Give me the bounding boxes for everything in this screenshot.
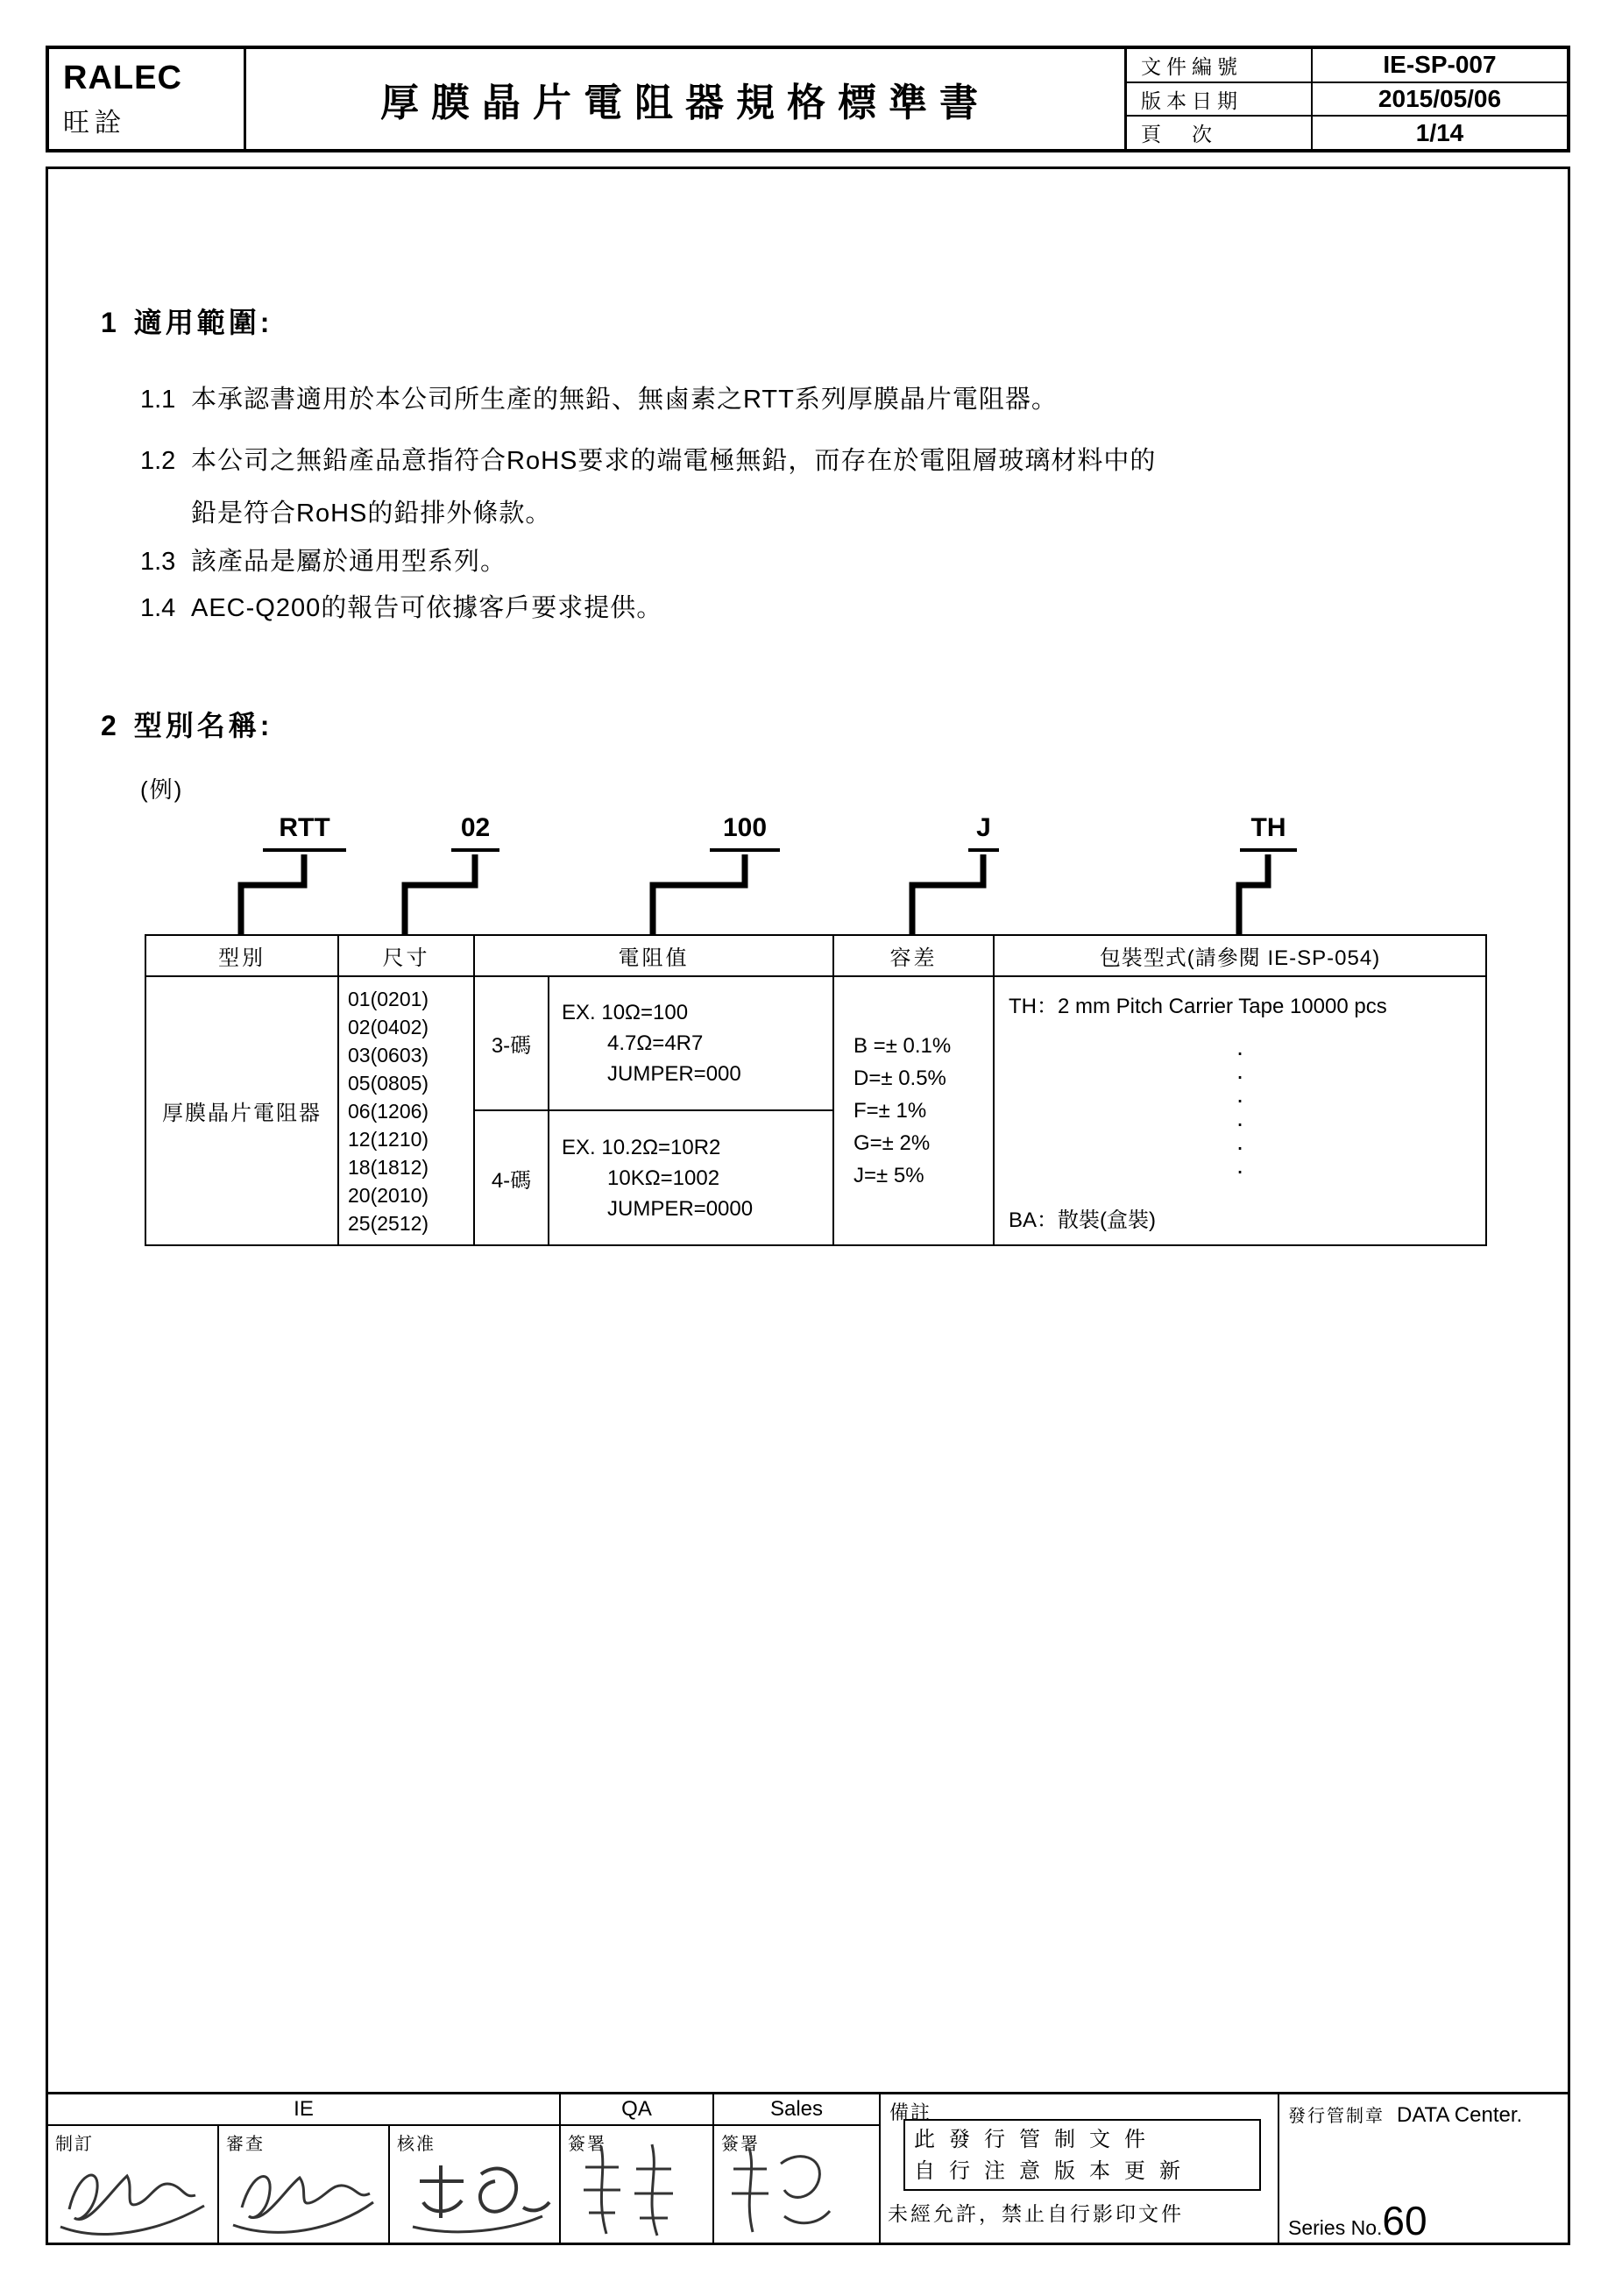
type-cell: 厚膜晶片電阻器 [145, 976, 338, 1245]
sales-signature [719, 2136, 860, 2243]
clause-number: 1.3 [140, 548, 176, 576]
clause-number: 1.2 [140, 447, 176, 475]
draft-signature-cell [48, 2126, 219, 2243]
remarks-label: 備註 [889, 2101, 932, 2123]
size-item: 20(2010) [348, 1183, 429, 1207]
header-resistance: 電阻值 [474, 935, 833, 976]
size-item: 03(0603) [348, 1043, 429, 1067]
dot: · [1236, 1132, 1244, 1160]
page-number-row [1127, 115, 1567, 149]
code-packing: TH [1240, 813, 1297, 852]
size-cell [338, 976, 474, 1245]
header-tolerance: 容差 [833, 935, 994, 976]
company-logo [49, 49, 246, 149]
doc-meta-table [1124, 49, 1567, 149]
clause-1-2 [140, 441, 1156, 477]
version-date-label: 版本日期 [1127, 83, 1313, 116]
res-3digit-label: 3-碼 [474, 976, 549, 1110]
packing-cell [994, 976, 1486, 1245]
doc-number-value: IE-SP-007 [1383, 51, 1497, 79]
example-line: EX. 10.2Ω=10R2 [562, 1135, 721, 1159]
part-number-table [145, 934, 1487, 1246]
example-label: (例) [140, 776, 184, 803]
header-type: 型別 [145, 935, 338, 976]
ellipsis-dots [1009, 1040, 1471, 1182]
clause-text: 本承認書適用於本公司所生產的無鉛、無鹵素之RTT系列厚膜晶片電阻器。 [191, 386, 1058, 414]
packing-ba: BA：散裝(盒裝) [1009, 1208, 1156, 1232]
draft-signature [53, 2146, 211, 2243]
page-number-value: 1/14 [1415, 118, 1464, 146]
series-number-label: Series No. [1288, 2216, 1383, 2239]
draft-label: 制訂 [55, 2135, 94, 2154]
code-resistance: 100 [710, 813, 780, 852]
review-signature [224, 2146, 382, 2243]
company-name-chinese: 旺詮 [63, 108, 126, 138]
code-connector-lines [48, 854, 1573, 934]
document-title: 厚膜晶片電阻器規格標準書 [380, 81, 990, 124]
clause-number: 1.1 [140, 386, 176, 414]
version-date-value: 2015/05/06 [1378, 85, 1502, 112]
tolerance-item: F=± 1% [853, 1099, 927, 1123]
header-table [46, 46, 1570, 152]
version-date-row [1127, 81, 1567, 116]
dot: · [1236, 1109, 1244, 1137]
clause-number: 1.4 [140, 594, 176, 622]
clause-text: 本公司之無鉛產品意指符合RoHS要求的端電極無鉛，而存在於電阻層玻璃材料中的 [191, 447, 1157, 475]
document-body [46, 167, 1570, 2245]
no-copy-notice: 未經允許，禁止自行影印文件 [888, 2202, 1184, 2225]
example-line: 4.7Ω=4R7 [607, 1031, 704, 1055]
packing-content [995, 978, 1485, 1244]
approve-label: 核准 [397, 2135, 436, 2154]
packing-th: TH：2 mm Pitch Carrier Tape 10000 pcs [1009, 995, 1387, 1018]
code-series: RTT [263, 813, 346, 852]
example-line: 10KΩ=1002 [607, 1166, 720, 1190]
table-header-row [145, 935, 1486, 976]
dot: · [1236, 1038, 1244, 1066]
remarks-cell [881, 2094, 1279, 2243]
review-label: 審查 [226, 2135, 265, 2154]
size-item: 01(0201) [348, 987, 429, 1010]
clause-1-3 [140, 542, 506, 578]
example-line: JUMPER=0000 [607, 1196, 754, 1221]
qa-signature [566, 2136, 698, 2243]
res-4digit-label: 4-碼 [474, 1110, 549, 1245]
group-ie: IE [48, 2094, 561, 2126]
section2-heading [101, 704, 273, 744]
tolerance-item: D=± 0.5% [853, 1067, 946, 1090]
approve-signature [395, 2146, 553, 2243]
size-item: 05(0805) [348, 1071, 429, 1095]
clause-1-1 [140, 379, 1058, 415]
notice-line-1: 此發行管制文件 [914, 2128, 1159, 2151]
sales-sign-label: 簽署 [721, 2135, 760, 2154]
review-signature-cell [219, 2126, 390, 2243]
header-size: 尺寸 [338, 935, 474, 976]
group-sales: Sales [714, 2094, 881, 2126]
section1-title: 適用範圍: [133, 307, 273, 338]
res-3digit-examples [549, 976, 833, 1110]
tolerance-item: J=± 5% [853, 1164, 924, 1187]
res-4digit-examples [549, 1110, 833, 1245]
dot: · [1236, 1061, 1244, 1089]
table-row [145, 976, 1486, 1110]
clause-text: 鉛是符合RoHS的鉛排外條款。 [191, 500, 552, 528]
dot: · [1236, 1085, 1244, 1113]
tolerance-item: G=± 2% [853, 1131, 931, 1155]
section2-title: 型別名稱: [133, 710, 273, 741]
clause-1-4 [140, 588, 662, 624]
issue-stamp-value: DATA Center. [1397, 2103, 1523, 2127]
doc-number-row [1127, 49, 1567, 81]
header-packing: 包裝型式(請參閱 IE-SP-054) [994, 935, 1486, 976]
size-item: 18(1812) [348, 1155, 429, 1179]
group-qa: QA [561, 2094, 714, 2126]
qa-signature-cell [561, 2126, 714, 2243]
controlled-document-notice [903, 2119, 1261, 2191]
clause-text: 該產品是屬於通用型系列。 [191, 548, 507, 576]
issue-stamp-row [1288, 2101, 1522, 2128]
page-number-label: 頁 次 [1127, 117, 1313, 149]
dot: · [1236, 1156, 1244, 1184]
section1-number: 1 [101, 307, 117, 338]
tolerance-cell [833, 976, 994, 1245]
qa-sign-label: 簽署 [568, 2135, 606, 2154]
clause-1-2-line2 [191, 493, 551, 529]
size-item: 25(2512) [348, 1211, 429, 1235]
series-number-row [1288, 2200, 1427, 2241]
sales-signature-cell [714, 2126, 881, 2243]
code-size: 02 [451, 813, 499, 852]
example-line: JUMPER=000 [607, 1062, 741, 1086]
example-line: EX. 10Ω=100 [562, 1001, 689, 1024]
company-name: RALEC [63, 59, 182, 96]
code-tolerance: J [968, 813, 999, 852]
size-item: 02(0402) [348, 1015, 429, 1038]
issue-stamp-label: 發行管制章 [1288, 2107, 1385, 2126]
approval-footer [48, 2092, 1568, 2243]
size-item: 12(1210) [348, 1127, 429, 1151]
approve-signature-cell [390, 2126, 561, 2243]
clause-text: AEC-Q200的報告可依據客戶要求提供。 [191, 594, 663, 622]
issue-control-cell [1279, 2094, 1568, 2243]
notice-line-2: 自行注意版本更新 [914, 2159, 1194, 2183]
section2-number: 2 [101, 710, 117, 741]
tolerance-item: B =± 0.1% [853, 1034, 952, 1058]
size-item: 06(1206) [348, 1099, 429, 1123]
section1-heading [101, 301, 273, 341]
doc-number-label: 文件編號 [1127, 49, 1313, 81]
series-number-value: 60 [1382, 2198, 1427, 2243]
